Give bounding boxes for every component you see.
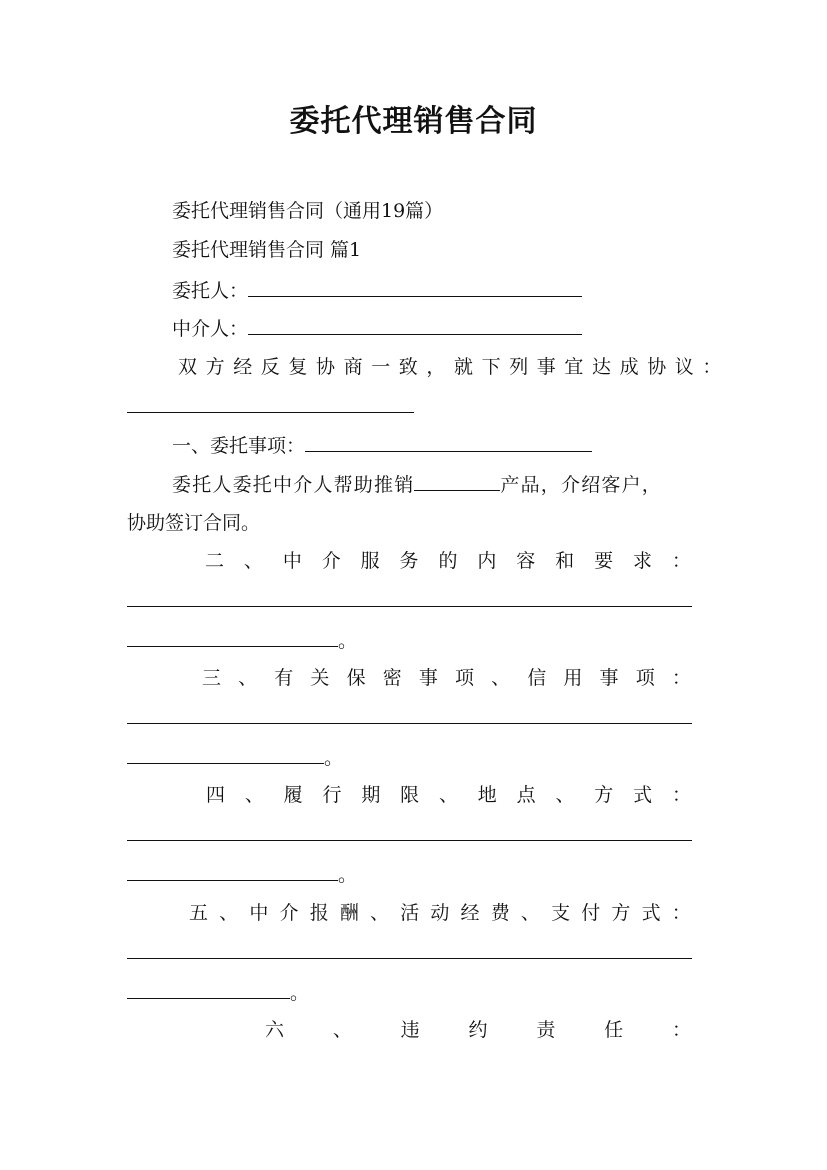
item5-char: 五: [189, 902, 209, 924]
agreement-blank: [127, 412, 414, 413]
item4-blank-end: [127, 860, 338, 881]
item3-char: 事: [599, 667, 619, 689]
item3-char: 关: [310, 667, 330, 689]
item2-char: 服: [360, 550, 380, 572]
item2-char: ：: [671, 550, 691, 572]
item4-char: 点: [516, 784, 536, 806]
item2-char: 内: [477, 550, 497, 572]
item4-char: 地: [477, 784, 497, 806]
item6-char: 约: [468, 1019, 488, 1041]
item4-char: 方: [594, 784, 614, 806]
item2-char: 、: [243, 550, 263, 572]
principal-label: 委托人：: [172, 280, 249, 302]
item3-heading: [202, 664, 691, 692]
item3-blank-end: [127, 743, 324, 764]
item2-char: 二: [205, 550, 225, 572]
item2-char: 介: [321, 550, 341, 572]
item6-char: 任: [604, 1019, 624, 1041]
item1-body-part-b: 产品，介绍客户，: [500, 474, 663, 496]
item1-line: [172, 431, 592, 460]
item4-char: 期: [361, 784, 381, 806]
item5-char: 中: [249, 902, 269, 924]
document-title: 委托代理销售合同: [289, 104, 538, 139]
item4-char: 行: [322, 784, 342, 806]
agent-label: 中介人：: [172, 318, 249, 340]
item6-char: ：: [671, 1019, 691, 1041]
item5-blank-line1: [127, 958, 692, 959]
item6-char: 、: [332, 1019, 352, 1041]
item6-char: 六: [265, 1019, 285, 1041]
item2-blank-end: [127, 626, 338, 647]
item6-char: 违: [400, 1019, 420, 1041]
item3-char: 密: [382, 667, 402, 689]
principal-line: [172, 276, 582, 305]
item5-heading: [189, 899, 691, 927]
item2-heading: [205, 547, 691, 575]
item3-char: 、: [491, 667, 511, 689]
item3-char: 信: [527, 667, 547, 689]
item3-char: 三: [202, 667, 222, 689]
item3-char: 保: [346, 667, 366, 689]
item2-char: 容: [516, 550, 536, 572]
item3-blank-line2: [127, 743, 343, 772]
principal-blank: [248, 276, 582, 297]
item2-blank-line2: [127, 626, 357, 655]
item4-char: 限: [400, 784, 420, 806]
item3-period: 。: [324, 747, 344, 769]
item5-char: 付: [581, 902, 601, 924]
item2-char: 中: [282, 550, 302, 572]
agent-blank: [248, 314, 582, 335]
document-subtitle: 委托代理销售合同（通用19篇）: [172, 200, 444, 222]
item3-char: 用: [563, 667, 583, 689]
item2-period: 。: [338, 630, 358, 652]
item5-blank-end: [127, 978, 290, 999]
item5-char: 式: [641, 902, 661, 924]
agent-line: [172, 314, 582, 343]
item2-char: 的: [438, 550, 458, 572]
item5-char: 、: [219, 902, 239, 924]
item5-char: 费: [490, 902, 510, 924]
item3-char: 项: [454, 667, 474, 689]
item5-char: 报: [309, 902, 329, 924]
item1-blank: [305, 431, 592, 452]
item1-body: [172, 470, 662, 499]
item2-char: 和: [555, 550, 575, 572]
item4-char: 、: [438, 784, 458, 806]
item5-blank-line2: [127, 978, 309, 1007]
item4-char: 、: [555, 784, 575, 806]
item5-char: ：: [671, 902, 691, 924]
item2-blank-line1: [127, 606, 692, 607]
item5-char: 酬: [339, 902, 359, 924]
item5-char: 支: [551, 902, 571, 924]
item3-blank-line1: [127, 723, 692, 724]
item4-char: 四: [206, 784, 226, 806]
item4-blank-line1: [127, 840, 692, 841]
item4-char: 、: [244, 784, 264, 806]
item2-char: 务: [399, 550, 419, 572]
item5-char: 方: [611, 902, 631, 924]
item5-period: 。: [290, 982, 310, 1004]
item1-heading: 一、委托事项：: [172, 435, 306, 457]
item3-char: ：: [671, 667, 691, 689]
item5-char: 经: [460, 902, 480, 924]
item5-char: 活: [400, 902, 420, 924]
item5-char: 介: [279, 902, 299, 924]
item4-period: 。: [338, 864, 358, 886]
item4-heading: [206, 781, 691, 809]
agreement-intro: 双方经反复协商一致，就下列事宜达成协议：: [178, 356, 731, 378]
item2-char: 要: [594, 550, 614, 572]
item3-char: 项: [635, 667, 655, 689]
item5-char: 、: [370, 902, 390, 924]
item4-char: ：: [671, 784, 691, 806]
item4-char: 式: [633, 784, 653, 806]
item4-char: 履: [283, 784, 303, 806]
item6-char: 责: [536, 1019, 556, 1041]
item3-char: 、: [238, 667, 258, 689]
item1-body-part-a: 委托人委托中介人帮助推销: [172, 474, 415, 496]
item6-heading: [265, 1016, 691, 1044]
product-blank: [414, 470, 500, 491]
part-heading: 委托代理销售合同 篇1: [172, 239, 362, 261]
item4-blank-line2: [127, 860, 357, 889]
item3-char: 有: [274, 667, 294, 689]
item2-char: 求: [632, 550, 652, 572]
item5-char: 动: [430, 902, 450, 924]
item5-char: 、: [520, 902, 540, 924]
item3-char: 事: [418, 667, 438, 689]
item1-body-cont: 协助签订合同。: [127, 512, 261, 534]
